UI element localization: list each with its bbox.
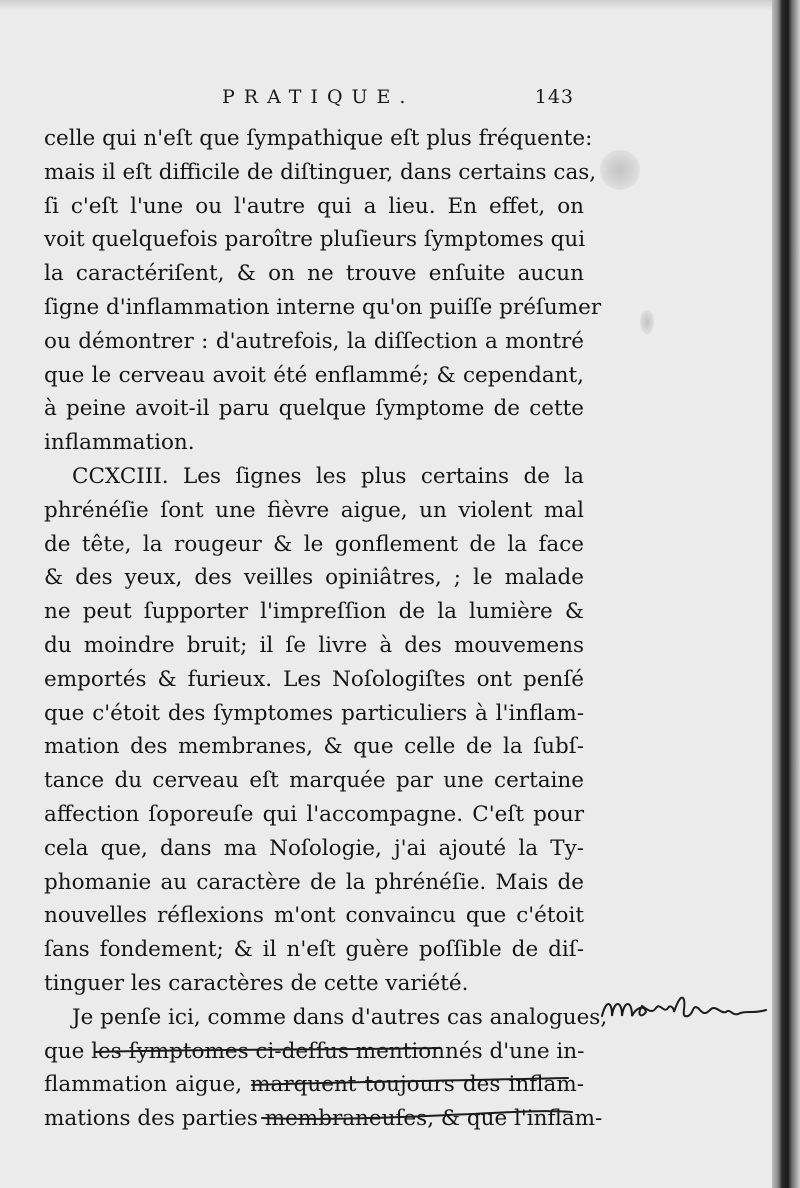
text-line: ſi c'eſt l'une ou l'autre qui a lieu. En effet, on — [44, 193, 584, 219]
text-line: ou démontrer : d'autrefois, la diſſection a montré — [44, 328, 584, 354]
text-line: ſigne d'inflammation interne qu'on puiſſe préſumer — [44, 294, 602, 320]
text-line: mais il eſt difficile de diſtinguer, dans certains cas, — [44, 159, 597, 185]
page-top-shadow — [0, 0, 800, 10]
text-line: tance du cerveau eſt marquée par une certaine — [44, 768, 584, 794]
text-line: emportés & furieux. Les Noſologiſtes ont penſé — [44, 666, 584, 692]
running-title: PRATIQUE. — [222, 86, 415, 108]
text-line: phrénéſie ſont une fièvre aigue, un violent mal — [44, 497, 584, 523]
text-line: phomanie au caractère de la phrénéſie. Mais de — [44, 869, 584, 895]
text-line: Je penſe ici, comme dans d'autres cas analogues, — [72, 1004, 608, 1030]
text-line: ſans fondement; & il n'eſt guère poſſible de diſ- — [44, 937, 584, 963]
text-line: cela que, dans ma Noſologie, j'ai ajouté la Ty- — [44, 835, 584, 861]
text-line: mations des parties membraneuſes, & que l'inflam- — [44, 1106, 603, 1132]
paper-stain — [640, 310, 654, 334]
text-line: ne peut ſupporter l'impreſſion de la lumière & — [44, 599, 584, 625]
text-line: du moindre bruit; il ſe livre à des mouvemens — [44, 632, 584, 658]
section-heading-line: CCXCIII. Les ſignes les plus certains de la — [72, 463, 584, 489]
body-text — [44, 122, 608, 1136]
text-line: que c'étoit des ſymptomes particuliers à l'inflam- — [44, 700, 584, 726]
text-line: que les ſymptomes ci-deſſus mentionnés d'une in- — [44, 1038, 585, 1064]
text-line: de tête, la rougeur & le gonflement de la face — [44, 531, 584, 557]
text-line: à peine avoit-il paru quelque ſymptome de cette — [44, 396, 584, 422]
running-header — [222, 86, 574, 116]
text-line: tinguer les caractères de cette variété. — [44, 970, 469, 996]
text-line: affection ſoporeuſe qui l'accompagne. C'eſt pour — [44, 801, 584, 827]
page-number: 143 — [534, 86, 574, 108]
text-line: voit quelquefois paroître pluſieurs ſymptomes qui — [44, 227, 586, 253]
text-line: nouvelles réflexions m'ont convaincu que c'étoit — [44, 903, 584, 929]
text-line: celle qui n'eſt que ſympathique eſt plus fréquente: — [44, 126, 593, 151]
paper-stain — [600, 150, 640, 190]
text-line: que le cerveau avoit été enflammé; & cependant, — [44, 362, 584, 388]
text-line: flammation aigue, marquent toujours des inflam- — [44, 1072, 584, 1098]
text-line: inflammation. — [44, 430, 195, 456]
handwritten-margin-note — [598, 986, 778, 1036]
text-line: & des yeux, des veilles opiniâtres, ; le malade — [44, 565, 584, 591]
text-line: la caractériſent, & on ne trouve enſuite aucun — [44, 261, 584, 287]
text-line: mation des membranes, & que celle de la ſubſ- — [44, 734, 584, 760]
